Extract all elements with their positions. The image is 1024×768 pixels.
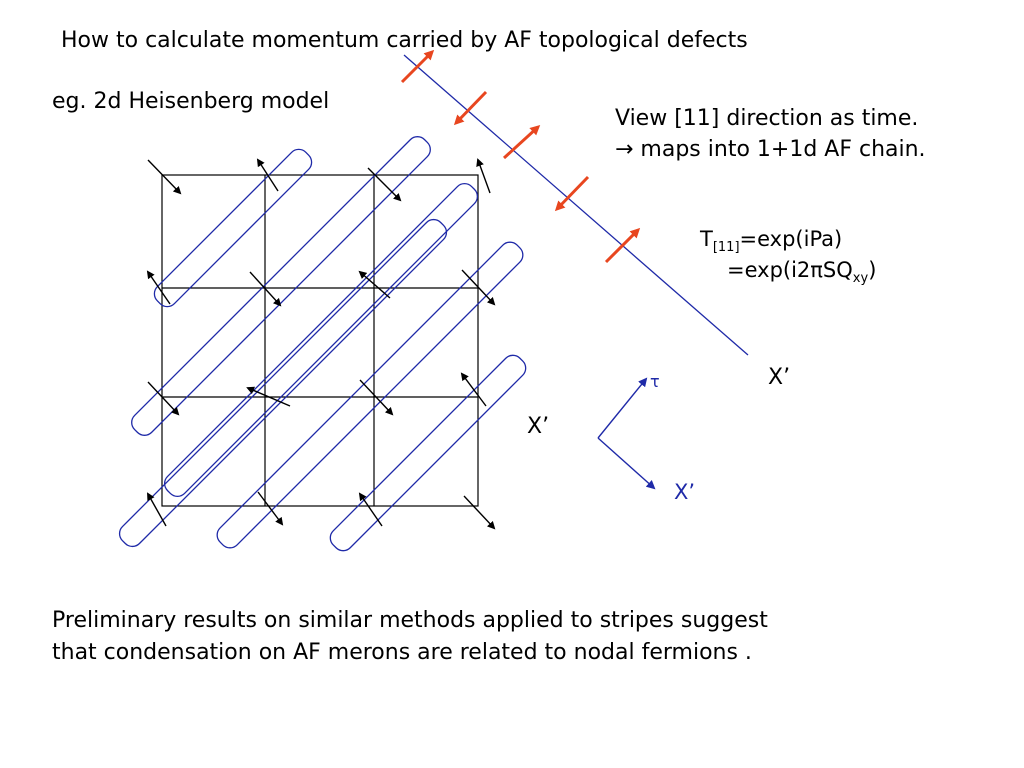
space-axis-label: X’ (674, 480, 696, 504)
conclusion-line-1: Preliminary results on similar methods applied to stripes suggest (52, 608, 768, 633)
time-axis-label: τ (650, 372, 660, 391)
formula2-prefix: =exp(i2πSQ (727, 258, 853, 282)
formula2-suffix: ) (868, 258, 877, 282)
diagonal-bands (115, 133, 529, 555)
band-4 (115, 215, 450, 550)
translation-operator-formula (700, 227, 842, 255)
chain-axis-line (404, 55, 748, 355)
formula1-suffix: =exp(iPa) (739, 227, 843, 251)
formula1-prefix: T (700, 227, 713, 251)
slide-subtitle: eg. 2d Heisenberg model (52, 89, 330, 114)
view-direction-text: View [11] direction as time. (615, 106, 919, 131)
formula2-subscript: xy (852, 271, 869, 287)
momentum-formula (727, 258, 876, 286)
band-3 (160, 179, 481, 500)
band-5 (213, 238, 527, 552)
formula1-subscript: [11] (712, 240, 740, 256)
band-6 (326, 351, 530, 555)
maps-into-chain-text: → maps into 1+1d AF chain. (615, 137, 926, 162)
axes-indicator (598, 379, 654, 488)
chain-axis-label: X’ (768, 365, 791, 390)
lattice-spins (148, 160, 494, 528)
band-1 (150, 145, 315, 310)
lattice-axis-label: X’ (527, 414, 550, 439)
slide-title: How to calculate momentum carried by AF topological defects (61, 28, 748, 53)
conclusion-line-2: that condensation on AF merons are related to nodal fermions . (52, 640, 752, 665)
